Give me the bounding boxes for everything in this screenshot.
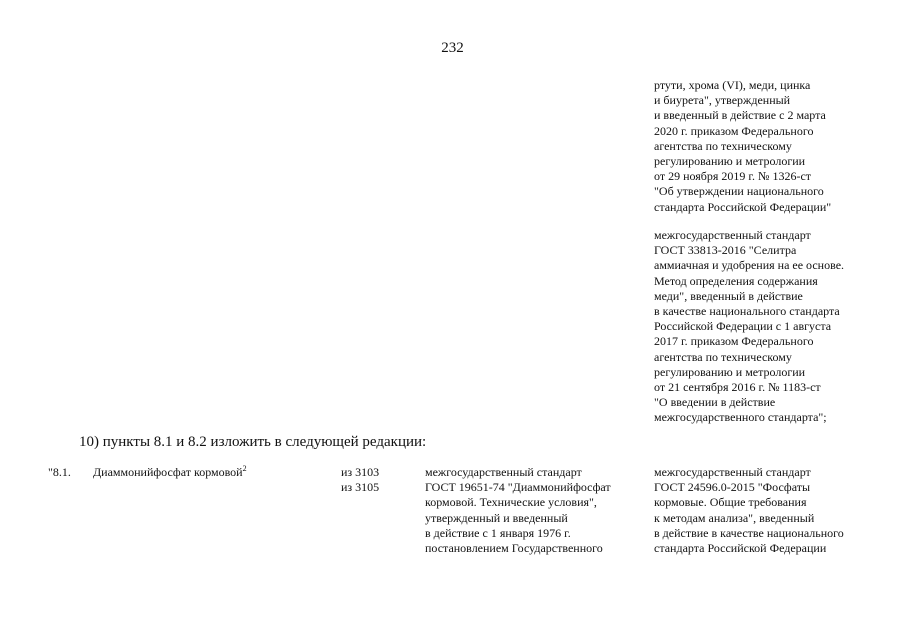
text-line: к методам анализа", введенный (654, 510, 815, 525)
text-line: кормовой. Технические условия", (425, 495, 597, 510)
text-line: от 29 ноября 2019 г. № 1326-ст (654, 169, 812, 184)
text-line: агентства по техническому (654, 138, 792, 153)
text-line: межгосударственного стандарта"; (654, 410, 827, 425)
text-line: 2017 г. приказом Федерального (654, 334, 814, 349)
text-line: меди", введенный в действие (654, 288, 803, 303)
continuation-text-block-2 (654, 228, 899, 426)
text-line: стандарта Российской Федерации (654, 541, 827, 556)
text-line: в качестве национального стандарта (654, 304, 840, 319)
text-line: ГОСТ 33813-2016 "Селитра (654, 243, 797, 258)
standard-cell (425, 465, 611, 556)
text-line: межгосударственный стандарт (654, 465, 811, 479)
text-line: и биурета", утвержденный (654, 93, 791, 108)
text-line: регулированию и метрологии (654, 364, 806, 379)
page-number: 232 (441, 40, 464, 56)
continuation-text-block-1 (654, 78, 899, 215)
method-standard-cell (654, 465, 844, 556)
text-line: утвержденный и введенный (425, 510, 568, 525)
tnved-codes (341, 465, 379, 495)
text-line: ртути, хрома (VI), меди, цинка (654, 78, 811, 92)
footnote-mark: 2 (242, 464, 247, 473)
text-line: стандарта Российской Федерации" (654, 199, 832, 214)
text-line: аммиачная и удобрения на ее основе. (654, 258, 845, 273)
text-line: и введенный в действие с 2 марта (654, 108, 826, 123)
text-line: 2020 г. приказом Федерального (654, 123, 814, 138)
text-line: ГОСТ 24596.0-2015 "Фосфаты (654, 480, 811, 495)
product-name-cell (93, 465, 247, 480)
text-line: "О введении в действие (654, 395, 776, 410)
tnved-code: из 3103 (341, 465, 380, 479)
text-line: от 21 сентября 2016 г. № 1183-ст (654, 380, 821, 395)
tnved-code: из 3105 (341, 480, 380, 495)
product-name: Диаммонийфосфат кормовой (93, 465, 243, 479)
text-line: постановлением Государственного (425, 541, 603, 556)
text-line: межгосударственный стандарт (425, 465, 582, 479)
text-line: агентства по техническому (654, 349, 792, 364)
text-line: регулированию и метрологии (654, 154, 806, 169)
text-line: "Об утверждении национального (654, 184, 824, 199)
amendment-instruction: 10) пункты 8.1 и 8.2 изложить в следующей редакции: (79, 434, 427, 450)
text-line: кормовые. Общие требования (654, 495, 807, 510)
text-line: ГОСТ 19651-74 "Диаммонийфосфат (425, 480, 611, 495)
text-line: в действие с 1 января 1976 г. (425, 525, 571, 540)
text-line: межгосударственный стандарт (654, 228, 811, 242)
text-line: Метод определения содержания (654, 273, 818, 288)
row-number: "8.1. (48, 465, 71, 479)
text-line: в действие в качестве национального (654, 525, 844, 540)
text-line: Российской Федерации с 1 августа (654, 319, 832, 334)
